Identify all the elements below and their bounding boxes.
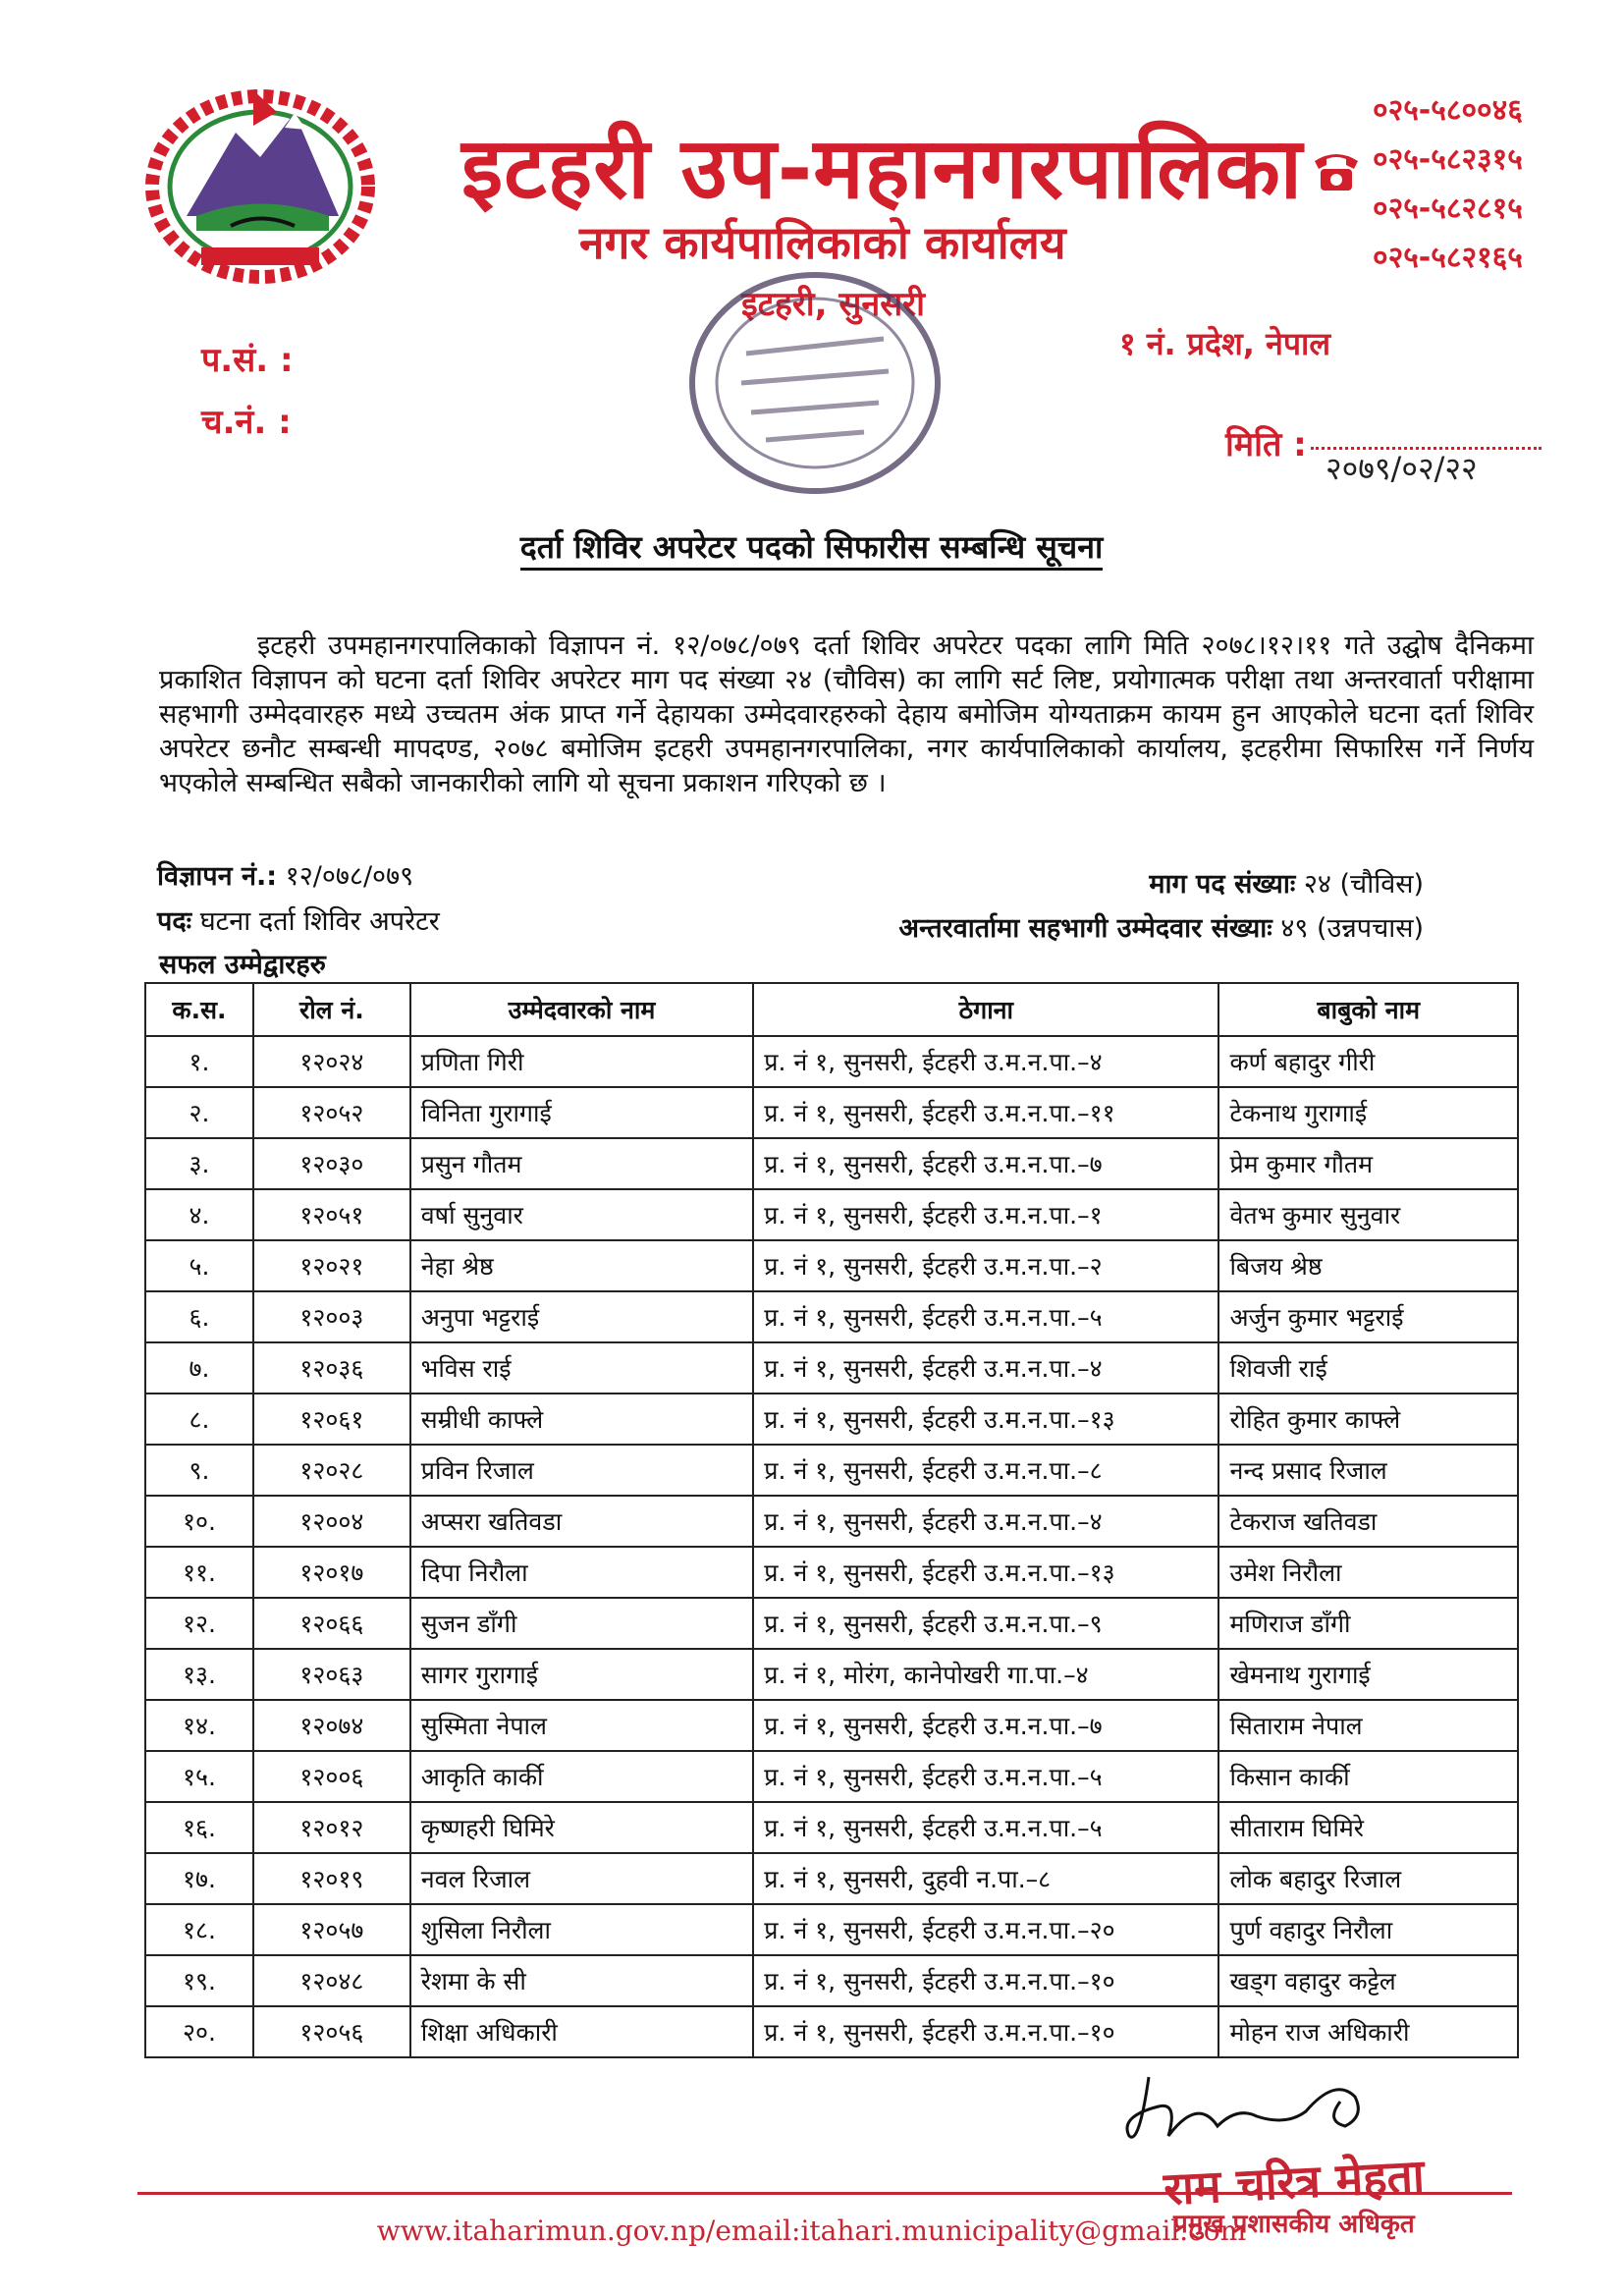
name-cell: भविस राई — [410, 1342, 753, 1394]
serial-cell: २०. — [145, 2006, 253, 2057]
demand-post-count — [785, 864, 1424, 901]
phone-number: ०२५-५८२३१५ — [1373, 142, 1523, 177]
miti-label: मिति : — [1225, 425, 1307, 465]
serial-cell: १२. — [145, 1598, 253, 1649]
miti-value: २०७९/०२/२२ — [1325, 450, 1478, 487]
table-header-row — [145, 983, 1518, 1036]
address-cell: प्र. नं १, मोरंग, कानेपोखरी गा.पा.–४ — [753, 1649, 1218, 1700]
father-name-cell: नन्द प्रसाद रिजाल — [1218, 1445, 1518, 1496]
header-father-name: बाबुको नाम — [1218, 983, 1518, 1036]
address-cell: प्र. नं १, सुनसरी, ईटहरी उ.म.न.पा.–५ — [753, 1751, 1218, 1802]
address-cell: प्र. नं १, सुनसरी, ईटहरी उ.म.न.पा.–८ — [753, 1445, 1218, 1496]
ref-patra-label: प.सं. : — [201, 341, 294, 380]
serial-cell: १४. — [145, 1700, 253, 1751]
table-row — [145, 2006, 1518, 2057]
roll-cell: १२०२८ — [253, 1445, 410, 1496]
table-row — [145, 1649, 1518, 1700]
address-cell: प्र. नं १, सुनसरी, ईटहरी उ.म.न.पा.–७ — [753, 1700, 1218, 1751]
address-cell: प्र. नं १, सुनसरी, ईटहरी उ.म.न.पा.–१० — [753, 2006, 1218, 2057]
address-cell: प्र. नं १, सुनसरी, दुहवी न.पा.–८ — [753, 1853, 1218, 1904]
name-cell: शुसिला निरौला — [410, 1904, 753, 1955]
ref-chalani-label: च.नं. : — [201, 403, 292, 442]
roll-cell: १२००४ — [253, 1496, 410, 1547]
name-cell: अनुपा भट्टराई — [410, 1291, 753, 1342]
father-name-cell: उमेश निरौला — [1218, 1547, 1518, 1598]
table-row — [145, 1496, 1518, 1547]
father-name-cell: मोहन राज अधिकारी — [1218, 2006, 1518, 2057]
serial-cell: ७. — [145, 1342, 253, 1394]
footer-contact: www.itaharimun.gov.np/email:itahari.municipality@gmail.com — [376, 2214, 1247, 2247]
father-name-cell: किसान कार्की — [1218, 1751, 1518, 1802]
table-row — [145, 1394, 1518, 1445]
name-cell: सुजन डाँगी — [410, 1598, 753, 1649]
office-stamp — [668, 246, 962, 511]
address-cell: प्र. नं १, सुनसरी, ईटहरी उ.म.न.पा.–४ — [753, 1496, 1218, 1547]
interview-value: ४९ (उन्नपचास) — [1271, 913, 1424, 944]
father-name-cell: सिताराम नेपाल — [1218, 1700, 1518, 1751]
name-cell: अप्सरा खतिवडा — [410, 1496, 753, 1547]
office-subtitle: नगर कार्यपालिकाको कार्यालय — [579, 216, 1066, 269]
serial-cell: ३. — [145, 1138, 253, 1189]
roll-cell: १२०२१ — [253, 1240, 410, 1291]
demand-label: माग पद संख्याः — [1149, 869, 1296, 900]
notice-subject — [0, 525, 1623, 568]
name-cell: नेहा श्रेष्ठ — [410, 1240, 753, 1291]
address-cell: प्र. नं १, सुनसरी, ईटहरी उ.म.न.पा.–७ — [753, 1138, 1218, 1189]
roll-cell: १२०३६ — [253, 1342, 410, 1394]
father-name-cell: रोहित कुमार काफ्ले — [1218, 1394, 1518, 1445]
serial-cell: १९. — [145, 1955, 253, 2006]
serial-cell: ११. — [145, 1547, 253, 1598]
serial-cell: ९. — [145, 1445, 253, 1496]
roll-cell: १२०५१ — [253, 1189, 410, 1240]
office-title: इटहरी उप-महानगरपालिका — [461, 120, 1304, 218]
address-cell: प्र. नं १, सुनसरी, ईटहरी उ.म.न.पा.–९ — [753, 1598, 1218, 1649]
adv-value: १२/०७८/०७९ — [277, 861, 414, 892]
address-cell: प्र. नं १, सुनसरी, ईटहरी उ.म.न.पा.–११ — [753, 1087, 1218, 1138]
roll-cell: १२०३० — [253, 1138, 410, 1189]
address-cell: प्र. नं १, सुनसरी, ईटहरी उ.म.न.पा.–५ — [753, 1802, 1218, 1853]
father-name-cell: खड्ग वहादुर कट्टेल — [1218, 1955, 1518, 2006]
table-row — [145, 1189, 1518, 1240]
header-address: ठेगाना — [753, 983, 1218, 1036]
father-name-cell: टेकराज खतिवडा — [1218, 1496, 1518, 1547]
name-cell: विनिता गुरागाई — [410, 1087, 753, 1138]
serial-cell: १३. — [145, 1649, 253, 1700]
father-name-cell: खेमनाथ गुरागाई — [1218, 1649, 1518, 1700]
serial-cell: १८. — [145, 1904, 253, 1955]
name-cell: सागर गुरागाई — [410, 1649, 753, 1700]
table-row — [145, 1291, 1518, 1342]
name-cell: सम्रीधी काफ्ले — [410, 1394, 753, 1445]
header-serial: क.स. — [145, 983, 253, 1036]
name-cell: वर्षा सुनुवार — [410, 1189, 753, 1240]
name-cell: प्रणिता गिरी — [410, 1036, 753, 1087]
roll-cell: १२०५६ — [253, 2006, 410, 2057]
table-row — [145, 1904, 1518, 1955]
header-name: उम्मेदवारको नाम — [410, 983, 753, 1036]
advertisement-number — [157, 856, 413, 893]
address-cell: प्र. नं १, सुनसरी, ईटहरी उ.म.न.पा.–१० — [753, 1955, 1218, 2006]
phone-numbers — [1373, 86, 1523, 283]
table-row — [145, 1751, 1518, 1802]
table-row — [145, 1547, 1518, 1598]
post-label: पदः — [157, 906, 192, 937]
roll-cell: १२०५२ — [253, 1087, 410, 1138]
office-district: इटहरी, सुनसरी — [741, 285, 925, 324]
serial-cell: ६. — [145, 1291, 253, 1342]
roll-cell: १२०१९ — [253, 1853, 410, 1904]
signatory-name: राम चरित्र मेहता — [1162, 2149, 1426, 2215]
address-cell: प्र. नं १, सुनसरी, ईटहरी उ.म.न.पा.–२ — [753, 1240, 1218, 1291]
footer-divider — [137, 2192, 1512, 2195]
name-cell: रेशमा के सी — [410, 1955, 753, 2006]
roll-cell: १२०४८ — [253, 1955, 410, 2006]
table-row — [145, 1138, 1518, 1189]
success-heading: सफल उम्मेद्वारहरु — [159, 950, 326, 980]
serial-cell: १६. — [145, 1802, 253, 1853]
table-row — [145, 1087, 1518, 1138]
roll-cell: १२०६३ — [253, 1649, 410, 1700]
table-row — [145, 1445, 1518, 1496]
serial-cell: ४. — [145, 1189, 253, 1240]
roll-cell: १२०५७ — [253, 1904, 410, 1955]
address-cell: प्र. नं १, सुनसरी, ईटहरी उ.म.न.पा.–४ — [753, 1036, 1218, 1087]
header-roll: रोल नं. — [253, 983, 410, 1036]
signatory-designation: प्रमुख प्रशासकीय अधिकृत — [1173, 2210, 1415, 2239]
notice-body: इटहरी उपमहानगरपालिकाको विज्ञापन नं. १२/०७८/०७९ दर्ता शिविर अपरेटर पदका लागि मिति २०७८।१२।११ गते उद्घोष दैनिकमा प्रकाशित विज्ञापन को घटना दर्ता शिविर अपरेटर माग पद संख्या २४ (चौविस) का लागि सर्ट लिष्ट, प्रयोगात्मक परीक्षा तथा अन्तरवार्ता परीक्षामा सहभागी उम्मेदवारहरु मध्ये उच्चतम अंक प्राप्त गर्ने देहायका उम्मेदवारहरुको देहाय बमोजिम योग्यताक्रम कायम हुन आएकोले घटना दर्ता शिविर अपरेटर छनौट सम्बन्धी मापदण्ड, २०७८ बमोजिम इटहरी उपमहानगरपालिका, नगर कार्यपालिकाको कार्यालय, इटहरीमा सिफारिस गर्ने निर्णय भएकोले सम्बन्धित सबैको जानकारीको लागि यो सूचना प्रकाशन गरिएको छ । — [159, 630, 1534, 798]
name-cell: प्रविन रिजाल — [410, 1445, 753, 1496]
roll-cell: १२०७४ — [253, 1700, 410, 1751]
address-cell: प्र. नं १, सुनसरी, ईटहरी उ.म.न.पा.–१ — [753, 1189, 1218, 1240]
interview-count — [785, 908, 1424, 945]
table-row — [145, 1853, 1518, 1904]
name-cell: नवल रिजाल — [410, 1853, 753, 1904]
phone-number: ०२५-५८२१६५ — [1373, 241, 1523, 275]
table-row — [145, 1342, 1518, 1394]
phone-number: ०२५-५८२८१५ — [1373, 191, 1523, 226]
table-row — [145, 1240, 1518, 1291]
roll-cell: १२००६ — [253, 1751, 410, 1802]
telephone-icon — [1311, 147, 1362, 194]
table-row — [145, 1955, 1518, 2006]
serial-cell: १. — [145, 1036, 253, 1087]
table-row — [145, 1036, 1518, 1087]
father-name-cell: मणिराज डाँगी — [1218, 1598, 1518, 1649]
nepal-emblem-icon — [137, 79, 383, 285]
roll-cell: १२०२४ — [253, 1036, 410, 1087]
post-name — [157, 902, 440, 938]
name-cell: शिक्षा अधिकारी — [410, 2006, 753, 2057]
name-cell: दिपा निरौला — [410, 1547, 753, 1598]
roll-cell: १२००३ — [253, 1291, 410, 1342]
address-cell: प्र. नं १, सुनसरी, ईटहरी उ.म.न.पा.–४ — [753, 1342, 1218, 1394]
table-row — [145, 1598, 1518, 1649]
father-name-cell: पुर्ण वहादुर निरौला — [1218, 1904, 1518, 1955]
father-name-cell: शिवजी राई — [1218, 1342, 1518, 1394]
address-cell: प्र. नं १, सुनसरी, ईटहरी उ.म.न.पा.–२० — [753, 1904, 1218, 1955]
father-name-cell: कर्ण बहादुर गीरी — [1218, 1036, 1518, 1087]
interview-label: अन्तरवार्तामा सहभागी उम्मेदवार संख्याः — [898, 913, 1272, 944]
roll-cell: १२०१२ — [253, 1802, 410, 1853]
name-cell: प्रसुन गौतम — [410, 1138, 753, 1189]
table-row — [145, 1700, 1518, 1751]
father-name-cell: अर्जुन कुमार भट्टराई — [1218, 1291, 1518, 1342]
address-cell: प्र. नं १, सुनसरी, ईटहरी उ.म.न.पा.–१३ — [753, 1547, 1218, 1598]
father-name-cell: टेकनाथ गुरागाई — [1218, 1087, 1518, 1138]
name-cell: आकृति कार्की — [410, 1751, 753, 1802]
address-cell: प्र. नं १, सुनसरी, ईटहरी उ.म.न.पा.–१३ — [753, 1394, 1218, 1445]
table-row — [145, 1802, 1518, 1853]
name-cell: सुस्मिता नेपाल — [410, 1700, 753, 1751]
father-name-cell: सीताराम घिमिरे — [1218, 1802, 1518, 1853]
demand-value: २४ (चौविस) — [1295, 869, 1424, 900]
adv-label: विज्ञापन नं.: — [157, 861, 278, 892]
address-cell: प्र. नं १, सुनसरी, ईटहरी उ.म.न.पा.–५ — [753, 1291, 1218, 1342]
candidate-table — [144, 982, 1519, 2058]
serial-cell: ८. — [145, 1394, 253, 1445]
province: १ नं. प्रदेश, नेपाल — [1119, 325, 1331, 362]
serial-cell: १५. — [145, 1751, 253, 1802]
father-name-cell: लोक बहादुर रिजाल — [1218, 1853, 1518, 1904]
notice-subject-text: दर्ता शिविर अपरेटर पदको सिफारीस सम्बन्धि सूचना — [520, 528, 1104, 571]
serial-cell: १७. — [145, 1853, 253, 1904]
serial-cell: ५. — [145, 1240, 253, 1291]
father-name-cell: वेतभ कुमार सुनुवार — [1218, 1189, 1518, 1240]
post-value: घटना दर्ता शिविर अपरेटर — [191, 906, 440, 937]
father-name-cell: प्रेम कुमार गौतम — [1218, 1138, 1518, 1189]
name-cell: कृष्णहरी घिमिरे — [410, 1802, 753, 1853]
roll-cell: १२०१७ — [253, 1547, 410, 1598]
serial-cell: १०. — [145, 1496, 253, 1547]
table-body — [145, 1036, 1518, 2057]
roll-cell: १२०६१ — [253, 1394, 410, 1445]
serial-cell: २. — [145, 1087, 253, 1138]
phone-number: ०२५-५८००४६ — [1373, 93, 1523, 128]
father-name-cell: बिजय श्रेष्ठ — [1218, 1240, 1518, 1291]
roll-cell: १२०६६ — [253, 1598, 410, 1649]
